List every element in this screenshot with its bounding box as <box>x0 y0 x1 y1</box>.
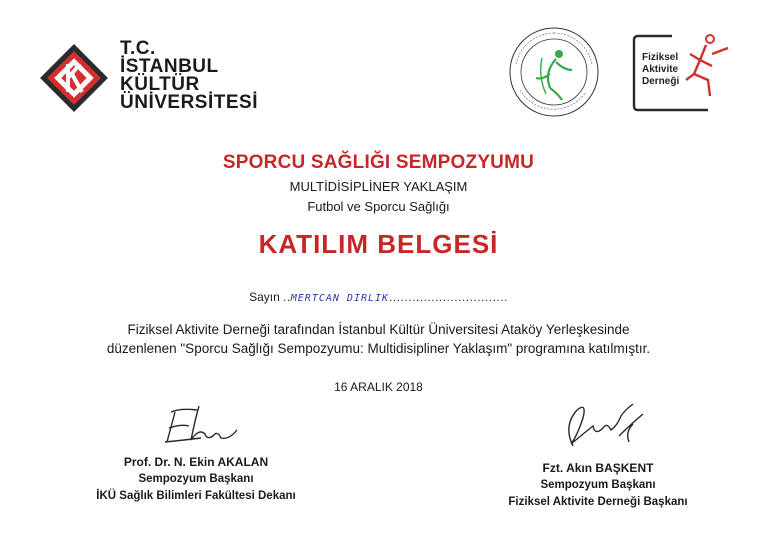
event-date: 16 ARALIK 2018 <box>334 380 423 394</box>
association-name: Fiziksel Aktivite Derneği <box>642 52 680 87</box>
university-name: T.C. İSTANBUL KÜLTÜR ÜNİVERSİTESİ <box>120 38 258 113</box>
signature-left-icon <box>141 400 251 448</box>
signatory-right-role: Sempozyum Başkanı <box>540 479 656 491</box>
signatory-right-name: Fzt. Akın BAŞKENT <box>542 461 654 475</box>
association-logo <box>628 30 734 116</box>
signature-block-left <box>76 400 316 505</box>
event-subtitle: MULTİDİSİPLİNER YAKLAŞIM <box>289 179 468 194</box>
body-line-2: düzenlenen "Sporcu Sağlığı Sempozyumu: Multidisipliner Yaklaşım" programına katılmıştır. <box>106 341 651 356</box>
signatory-left-role: Sempozyum Başkanı <box>138 473 254 485</box>
university-logo <box>38 38 258 118</box>
recipient-name: MERTCAN DIRLIK <box>290 293 390 304</box>
signatory-left-name: Prof. Dr. N. Ekin AKALAN <box>123 455 269 469</box>
university-emblem-icon <box>38 42 110 114</box>
signatory-left-title: İKÜ Sağlık Bilimleri Fakültesi Dekanı <box>96 490 296 502</box>
signature-right-icon <box>533 396 663 454</box>
event-title: SPORCU SAĞLIĞI SEMPOZYUMU <box>222 152 535 173</box>
salutation: Sayın <box>249 290 280 304</box>
signatory-right-title: Fiziksel Aktivite Derneği Başkanı <box>508 496 688 508</box>
document-title: KATILIM BELGESİ <box>258 229 499 259</box>
recipient-line: Sayın ..MERTCAN DIRLIK............................... <box>249 290 508 304</box>
fizyoterapi-seal-icon <box>506 24 602 120</box>
signature-block-right <box>478 396 718 511</box>
event-topic: Futbol ve Sporcu Sağlığı <box>307 199 450 214</box>
certificate-body <box>60 320 697 358</box>
body-line-1: Fiziksel Aktivite Derneği tarafından İstanbul Kültür Üniversitesi Ataköy Yerleşkesinde <box>127 322 630 337</box>
